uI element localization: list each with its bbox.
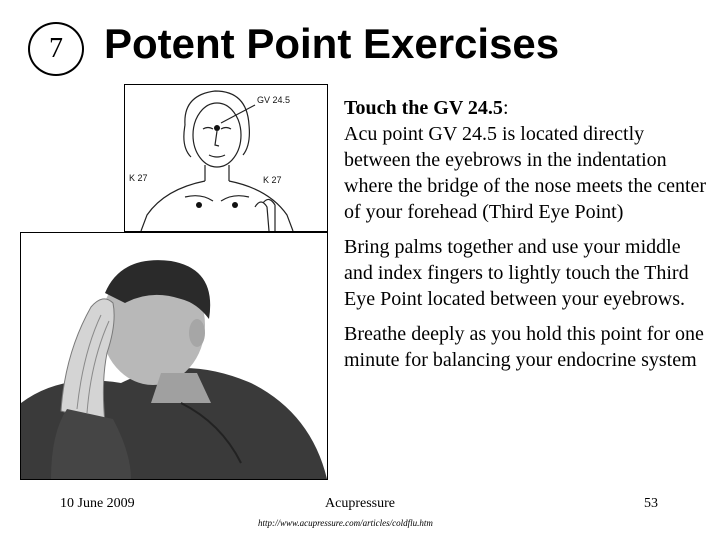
body-text: [344, 95, 714, 382]
gv-point-marker: [214, 125, 220, 131]
k27-right-marker: [232, 202, 238, 208]
heading-suffix: :: [502, 97, 509, 119]
footer-date: 10 June 2009: [60, 496, 135, 511]
slide-title: Potent Point Exercises: [104, 20, 560, 67]
heading-bold-text: Touch the GV 24.5: [344, 97, 503, 119]
k27-right-label: K 27: [263, 175, 282, 185]
k27-left-label: K 27: [129, 173, 148, 183]
footer-page-number: 53: [644, 496, 658, 511]
slide-number-badge: [28, 22, 84, 76]
k27-left-marker: [196, 202, 202, 208]
acupoint-diagram: [124, 84, 328, 232]
person-illustration: [21, 233, 327, 479]
footer-center-text: Acupressure: [325, 496, 395, 511]
gv-label: GV 24.5: [257, 95, 291, 105]
footer-url-link[interactable]: http://www.acupressure.com/articles/coldflu.htm: [258, 518, 433, 528]
heading-paragraph: [344, 95, 714, 225]
paragraph-location: Acu point GV 24.5 is located directly between the eyebrows in the indentation where the bridge of the nose meets the center of your forehead (Third Eye Point): [344, 123, 707, 223]
paragraph-instructions: Bring palms together and use your middle and index fingers to lightly touch the Third Eye Point located between your eyebrows.: [344, 236, 689, 310]
person-photo: [20, 232, 328, 480]
acupoint-diagram-drawing: [125, 85, 327, 231]
slide-number: 7: [49, 33, 63, 64]
paragraph-breathing: Breathe deeply as you hold this point for one minute for balancing your endocrine system: [344, 323, 704, 371]
